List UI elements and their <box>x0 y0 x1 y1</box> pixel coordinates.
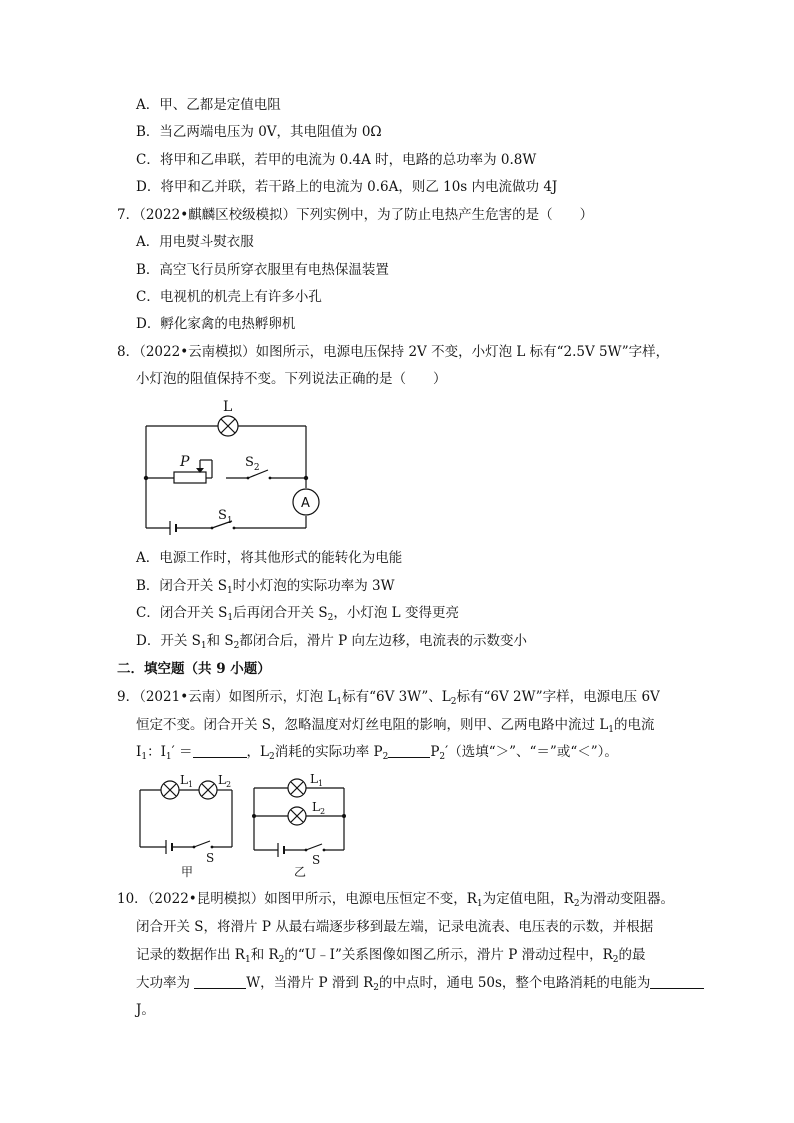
q7-option-b: B．高空飞行员所穿衣服里有电热保温装置 <box>136 262 389 278</box>
q9-yi-l2-label: $L_2$ <box>312 800 326 816</box>
q8-stem-line2: 小灯泡的阻值保持不变。下列说法正确的是（ ） <box>136 371 447 387</box>
q10-line4: 大功率为 W，当滑片 P 滑到 $R_2$的中点时，通电 50s，整个电路消耗的电能为 <box>136 973 704 993</box>
q8-switch1-label: $S_1$ <box>218 508 233 526</box>
section-fill-in-title: 二．填空题（共 9 小题） <box>117 661 271 677</box>
q8-option-c: C．闭合开关 $S_1$后再闭合开关 $S_2$，小灯泡 L 变得更亮 <box>136 605 459 623</box>
q9-circuit-yi <box>248 772 358 880</box>
q9-yi-switch-label: S <box>312 853 321 867</box>
q6-option-d: D．将甲和乙并联，若干路上的电流为 0.6A，则乙 10s 内电流做功 4J <box>136 179 558 195</box>
q9-blank-2[interactable] <box>388 757 430 758</box>
q8-option-b: B．闭合开关 $S_1$时小灯泡的实际功率为 3W <box>136 578 395 596</box>
q10-line1: 10．（2022•昆明模拟）如图甲所示，电源电压恒定不变，$R_1$为定值电阻，$R_2$为滑动变阻器。 <box>117 891 675 909</box>
q7-option-c: C．电视机的机壳上有许多小孔 <box>136 289 322 305</box>
q10-line2: 闭合开关 S，将滑片 P 从最右端逐步移到最左端，记录电流表、电压表的示数，并根据 <box>136 919 654 935</box>
q9-jia-l1-label: $L_1$ <box>180 773 194 789</box>
q9-yi-caption: 乙 <box>294 865 307 879</box>
q9-circuit-jia <box>136 772 241 880</box>
q6-option-a: A．甲、乙都是定值电阻 <box>136 97 281 113</box>
q9-blank-1[interactable] <box>193 757 247 758</box>
q6-option-b: B．当乙两端电压为 0V，其电阻值为 0Ω <box>136 124 382 140</box>
q9-line3: $I_1$：$I_1'$ ＝ ，$L_2$消耗的实际功率 $P_2$ $P_2'$（选填“＞”、“＝”或“＜”）。 <box>136 744 618 762</box>
q8-rheostat-label: P <box>180 454 190 470</box>
q9-jia-caption: 甲 <box>181 865 194 879</box>
q8-option-d: D．开关 $S_1$和 $S_2$都闭合后，滑片 P 向左边移，电流表的示数变小 <box>136 633 528 651</box>
q9-jia-l2-label: $L_2$ <box>218 773 232 789</box>
q7-option-d: D．孵化家禽的电热孵卵机 <box>136 316 296 332</box>
q9-line1: 9．（2021•云南）如图所示，灯泡 $L_1$标有“6V 3W”、$L_2$标有“6V 2W”字样，电源电压 6V <box>117 689 660 707</box>
q8-stem-line1: 8．（2022•云南模拟）如图所示，电源电压保持 2V 不变，小灯泡 L 标有“2.5V 5W”字样， <box>117 344 670 360</box>
q10-blank-2[interactable] <box>650 988 704 989</box>
q9-line2: 恒定不变。闭合开关 S，忽略温度对灯丝电阻的影响，则甲、乙两电路中流过 $L_1$的电流 <box>136 717 655 735</box>
q7-stem: 7．（2022•麒麟区校级模拟）下列实例中，为了防止电热产生危害的是（ ） <box>117 207 594 223</box>
q8-switch2-label: $S_2$ <box>245 455 260 473</box>
q7-option-a: A．用电熨斗熨衣服 <box>136 234 254 250</box>
q9-yi-l1-label: $L_1$ <box>310 772 324 788</box>
q6-option-c: C．将甲和乙串联，若甲的电流为 0.4A 时，电路的总功率为 0.8W <box>136 152 537 168</box>
q8-circuit-diagram <box>140 394 330 539</box>
q10-line5: J。 <box>136 1002 155 1018</box>
q10-line3: 记录的数据作出 $R_1$和 $R_2$的“U﹣I”关系图像如图乙所示，滑片 P 滑动过程中，$R_2$的最 <box>136 947 646 965</box>
q9-jia-switch-label: S <box>206 851 215 865</box>
q8-lamp-label: L <box>223 399 233 415</box>
q8-option-a: A．电源工作时，将其他形式的能转化为电能 <box>136 550 403 566</box>
q10-blank-1[interactable] <box>194 988 246 989</box>
q8-ammeter-label: A <box>301 496 310 511</box>
